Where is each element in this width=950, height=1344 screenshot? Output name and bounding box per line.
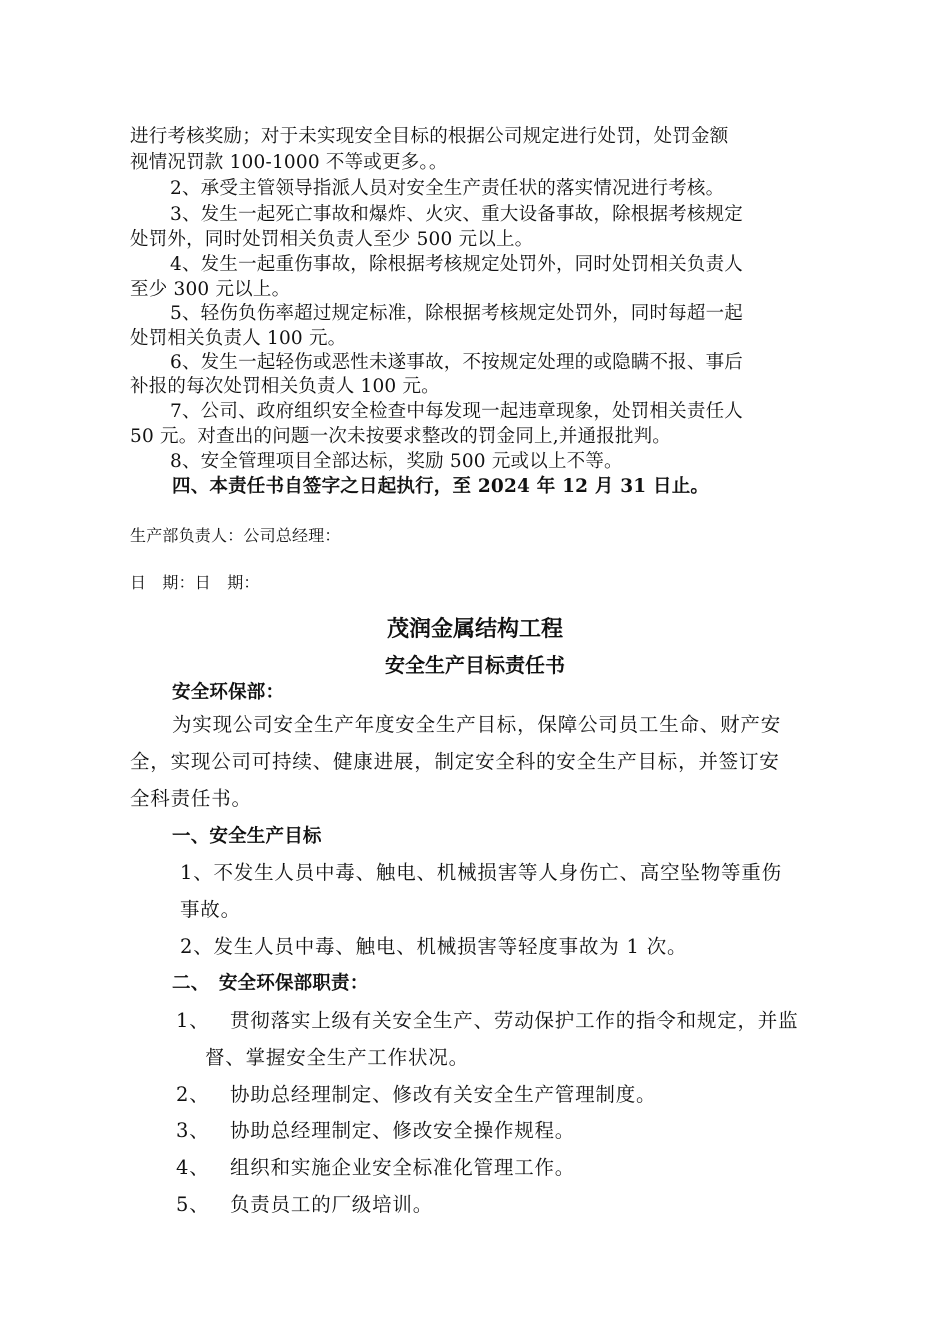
intro-line: 全科责任书。	[130, 787, 252, 810]
clause-four: 四、本责任书自签字之日起执行，至 2024 年 12 月 31 日止。	[172, 476, 710, 497]
para-line: 处罚相关负责人 100 元。	[130, 328, 347, 349]
para-line: 7、公司、政府组织安全检查中每发现一起违章现象，处罚相关责任人	[170, 401, 743, 422]
duty-text: 负责员工的厂级培训。	[230, 1193, 434, 1216]
intro-line: 为实现公司安全生产年度安全生产目标，保障公司员工生命、财产安	[172, 713, 782, 736]
para-line: 6、发生一起轻伤或恶性未遂事故，不按规定处理的或隐瞒不报、事后	[170, 352, 743, 373]
department-heading: 安全环保部：	[172, 682, 285, 703]
section-heading-duties: 二、 安全环保部职责：	[172, 973, 369, 994]
doc-subtitle: 安全生产目标责任书	[385, 653, 565, 677]
signature-responsible: 生产部负责人：公司总经理：	[130, 526, 341, 545]
duty-number: 3、	[176, 1119, 210, 1142]
para-line: 补报的每次处罚相关负责人 100 元。	[130, 376, 440, 397]
duty-number: 4、	[176, 1156, 210, 1179]
duty-text: 督、掌握安全生产工作状况。	[205, 1046, 469, 1069]
section-heading-goals: 一、安全生产目标	[172, 826, 322, 847]
duty-text: 组织和实施企业安全标准化管理工作。	[230, 1156, 576, 1179]
goal-item: 2、发生人员中毒、触电、机械损害等轻度事故为 1 次。	[180, 935, 688, 958]
goal-item: 事故。	[180, 898, 241, 921]
para-line: 2、承受主管领导指派人员对安全生产责任状的落实情况进行考核。	[170, 178, 725, 199]
doc-title: 茂润金属结构工程	[386, 616, 563, 642]
duty-number: 2、	[176, 1083, 210, 1106]
para-line: 至少 300 元以上。	[130, 279, 291, 300]
duty-text: 贯彻落实上级有关安全生产、劳动保护工作的指令和规定，并监	[230, 1009, 799, 1032]
para-line: 处罚外，同时处罚相关负责人至少 500 元以上。	[130, 229, 534, 250]
duty-text: 协助总经理制定、修改安全操作规程。	[230, 1119, 576, 1142]
para-line: 8、安全管理项目全部达标，奖励 500 元或以上不等。	[170, 451, 623, 472]
para-line: 5、轻伤负伤率超过规定标准，除根据考核规定处罚外，同时每超一起	[170, 303, 743, 324]
signature-date: 日 期：日 期：	[130, 573, 260, 592]
duty-text: 协助总经理制定、修改有关安全生产管理制度。	[230, 1083, 657, 1106]
duty-number: 1、	[176, 1009, 210, 1032]
para-line: 50 元。对查出的问题一次未按要求整改的罚金同上,并通报批判。	[130, 426, 672, 447]
intro-line: 全，实现公司可持续、健康进展，制定安全科的安全生产目标，并签订安	[130, 750, 780, 773]
duty-number: 5、	[176, 1193, 210, 1216]
para-line: 视情况罚款 100-1000 不等或更多。。	[130, 152, 448, 173]
para-line: 进行考核奖励；对于未实现安全目标的根据公司规定进行处罚，处罚金额	[130, 126, 729, 147]
para-line: 4、发生一起重伤事故，除根据考核规定处罚外，同时处罚相关负责人	[170, 254, 743, 275]
para-line: 3、发生一起死亡事故和爆炸、火灾、重大设备事故，除根据考核规定	[170, 204, 743, 225]
goal-item: 1、不发生人员中毒、触电、机械损害等人身伤亡、高空坠物等重伤	[180, 861, 782, 884]
